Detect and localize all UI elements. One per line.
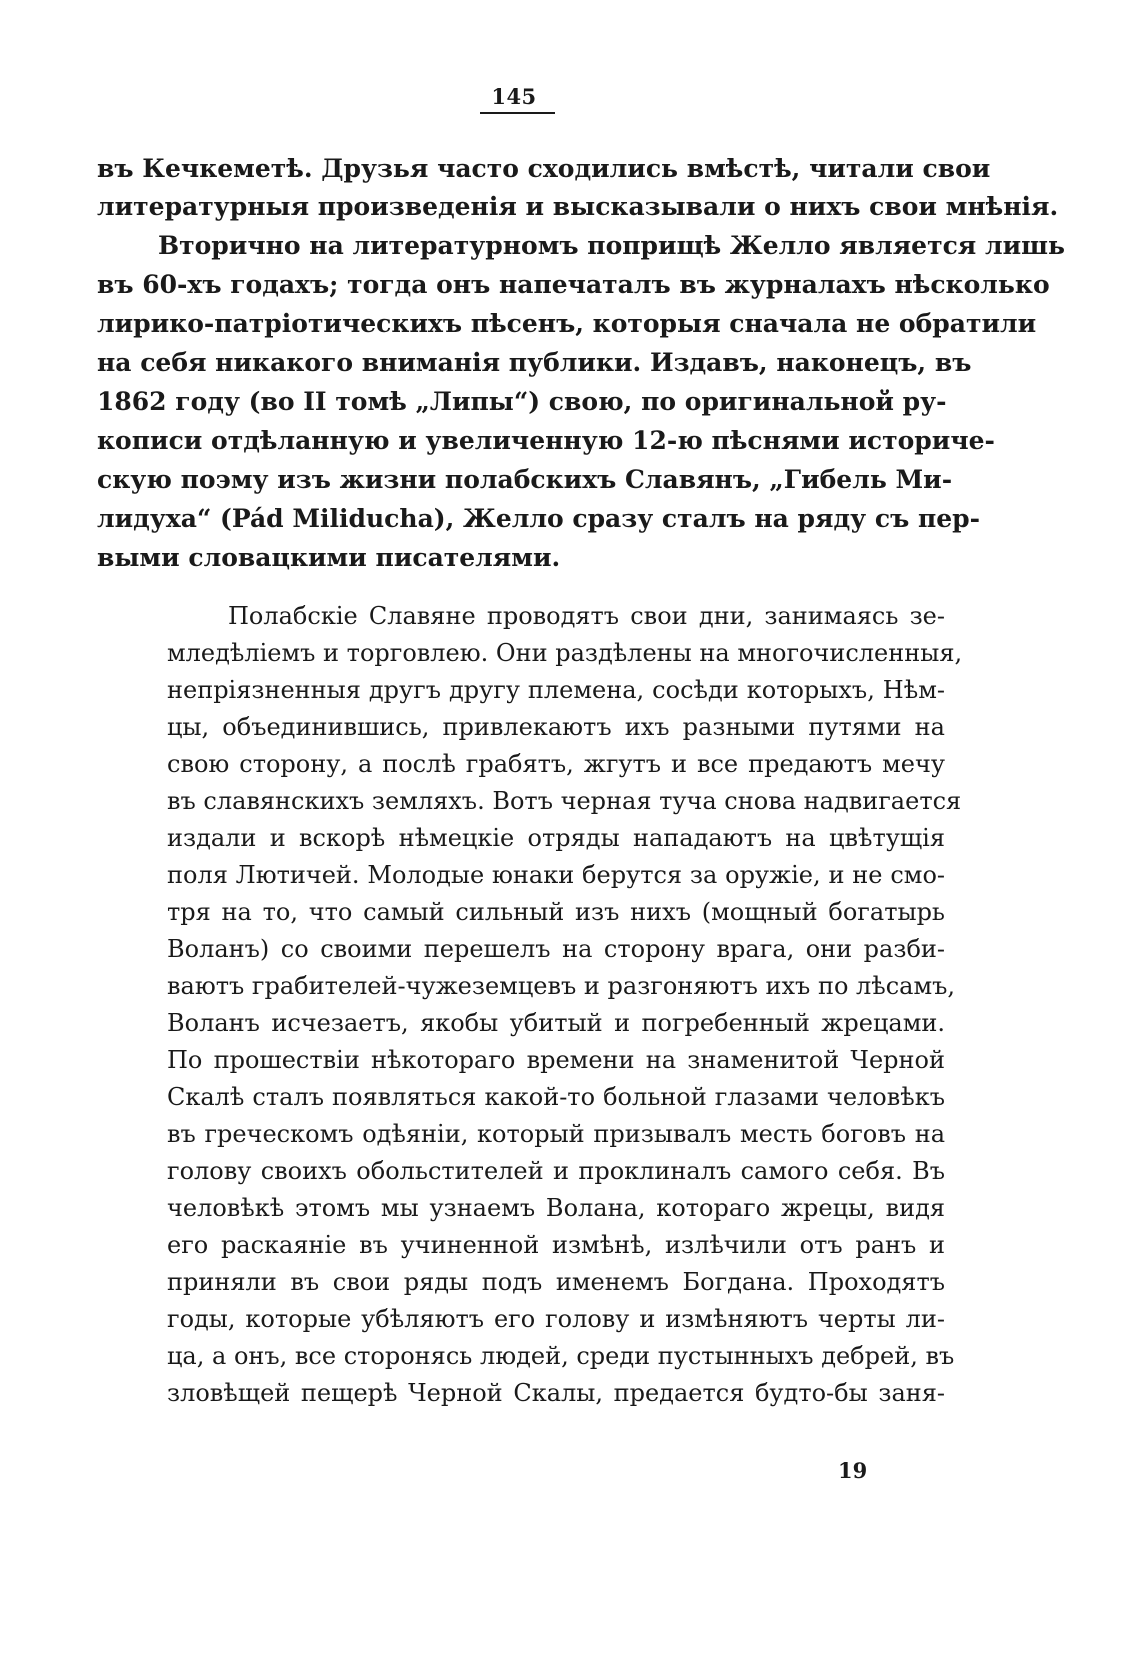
quote-line: ца, а онъ, все сторонясь людей, среди пустынныхъ дебрей, въ	[167, 1342, 955, 1370]
text-line: въ Кечкеметѣ. Друзья часто сходились вмѣстѣ, читали свои	[97, 154, 991, 183]
text-line: на себя никакого вниманія публики. Издавъ, наконецъ, въ	[97, 348, 972, 377]
quote-line: Полабскіе Славяне проводятъ свои дни, занимаясь зе-	[228, 602, 945, 630]
quote-line: голову своихъ обольстителей и проклиналъ самого себя. Въ	[167, 1157, 945, 1185]
quote-line: мледѣліемъ и торговлею. Они раздѣлены на многочисленныя,	[167, 639, 963, 667]
text-line: кописи отдѣланную и увеличенную 12-ю пѣснями историче-	[97, 426, 995, 455]
quote-line: свою сторону, а послѣ грабятъ, жгутъ и все предаютъ мечу	[167, 750, 945, 778]
quote-line: По прошествіи нѣкотораго времени на знаменитой Черной	[167, 1046, 945, 1074]
page-number: 145	[491, 84, 537, 109]
signature-mark: 19	[838, 1458, 868, 1483]
text-line: 1862 году (во II томѣ „Липы“) свою, по оригинальной ру-	[97, 387, 947, 416]
text-line: Вторично на литературномъ поприщѣ Желло является лишь	[158, 231, 1065, 260]
text-line: выми словацкими писателями.	[97, 543, 561, 572]
quote-line: зловѣщей пещерѣ Черной Скалы, предается будто-бы заня-	[167, 1379, 945, 1407]
text-line: лидуха“ (Pád Miliducha), Желло сразу сталъ на ряду съ пер-	[97, 504, 981, 533]
page-number-rule	[480, 112, 555, 114]
quote-line: Воланъ исчезаетъ, якобы убитый и погребенный жрецами.	[167, 1009, 945, 1037]
quote-line: человѣкѣ этомъ мы узнаемъ Волана, котораго жрецы, видя	[167, 1194, 945, 1222]
quote-line: ваютъ грабителей-чужеземцевъ и разгоняютъ ихъ по лѣсамъ,	[167, 972, 956, 1000]
quote-line: въ греческомъ одѣяніи, который призывалъ месть боговъ на	[167, 1120, 945, 1148]
text-line: скую поэму изъ жизни полабскихъ Славянъ, „Гибель Ми-	[97, 465, 953, 494]
quote-line: Скалѣ сталъ появляться какой-то больной глазами человѣкъ	[167, 1083, 945, 1111]
quote-line: его раскаяніе въ учиненной измѣнѣ, излѣчили отъ ранъ и	[167, 1231, 945, 1259]
quote-line: тря на то, что самый сильный изъ нихъ (мощный богатырь	[167, 898, 945, 926]
text-line: лирико-патріотическихъ пѣсенъ, которыя сначала не обратили	[97, 309, 1037, 338]
quote-line: въ славянскихъ земляхъ. Вотъ черная туча снова надвигается	[167, 787, 962, 815]
quote-line: поля Лютичей. Молодые юнаки берутся за оружіе, и не смо-	[167, 861, 945, 889]
text-line: литературныя произведенія и высказывали о нихъ свои мнѣнія.	[97, 192, 1059, 221]
quote-line: непріязненныя другъ другу племена, сосѣди которыхъ, Нѣм-	[167, 676, 945, 704]
quote-line: приняли въ свои ряды подъ именемъ Богдана. Проходятъ	[167, 1268, 945, 1296]
quote-line: издали и вскорѣ нѣмецкіе отряды нападаютъ на цвѣтущія	[167, 824, 945, 852]
quote-line: цы, объединившись, привлекаютъ ихъ разными путями на	[167, 713, 945, 741]
quote-line: годы, которые убѣляютъ его голову и измѣняютъ черты ли-	[167, 1305, 945, 1333]
text-line: въ 60-хъ годахъ; тогда онъ напечаталъ въ журналахъ нѣсколько	[97, 270, 1050, 299]
quote-line: Воланъ) со своими перешелъ на сторону врага, они разби-	[167, 935, 945, 963]
